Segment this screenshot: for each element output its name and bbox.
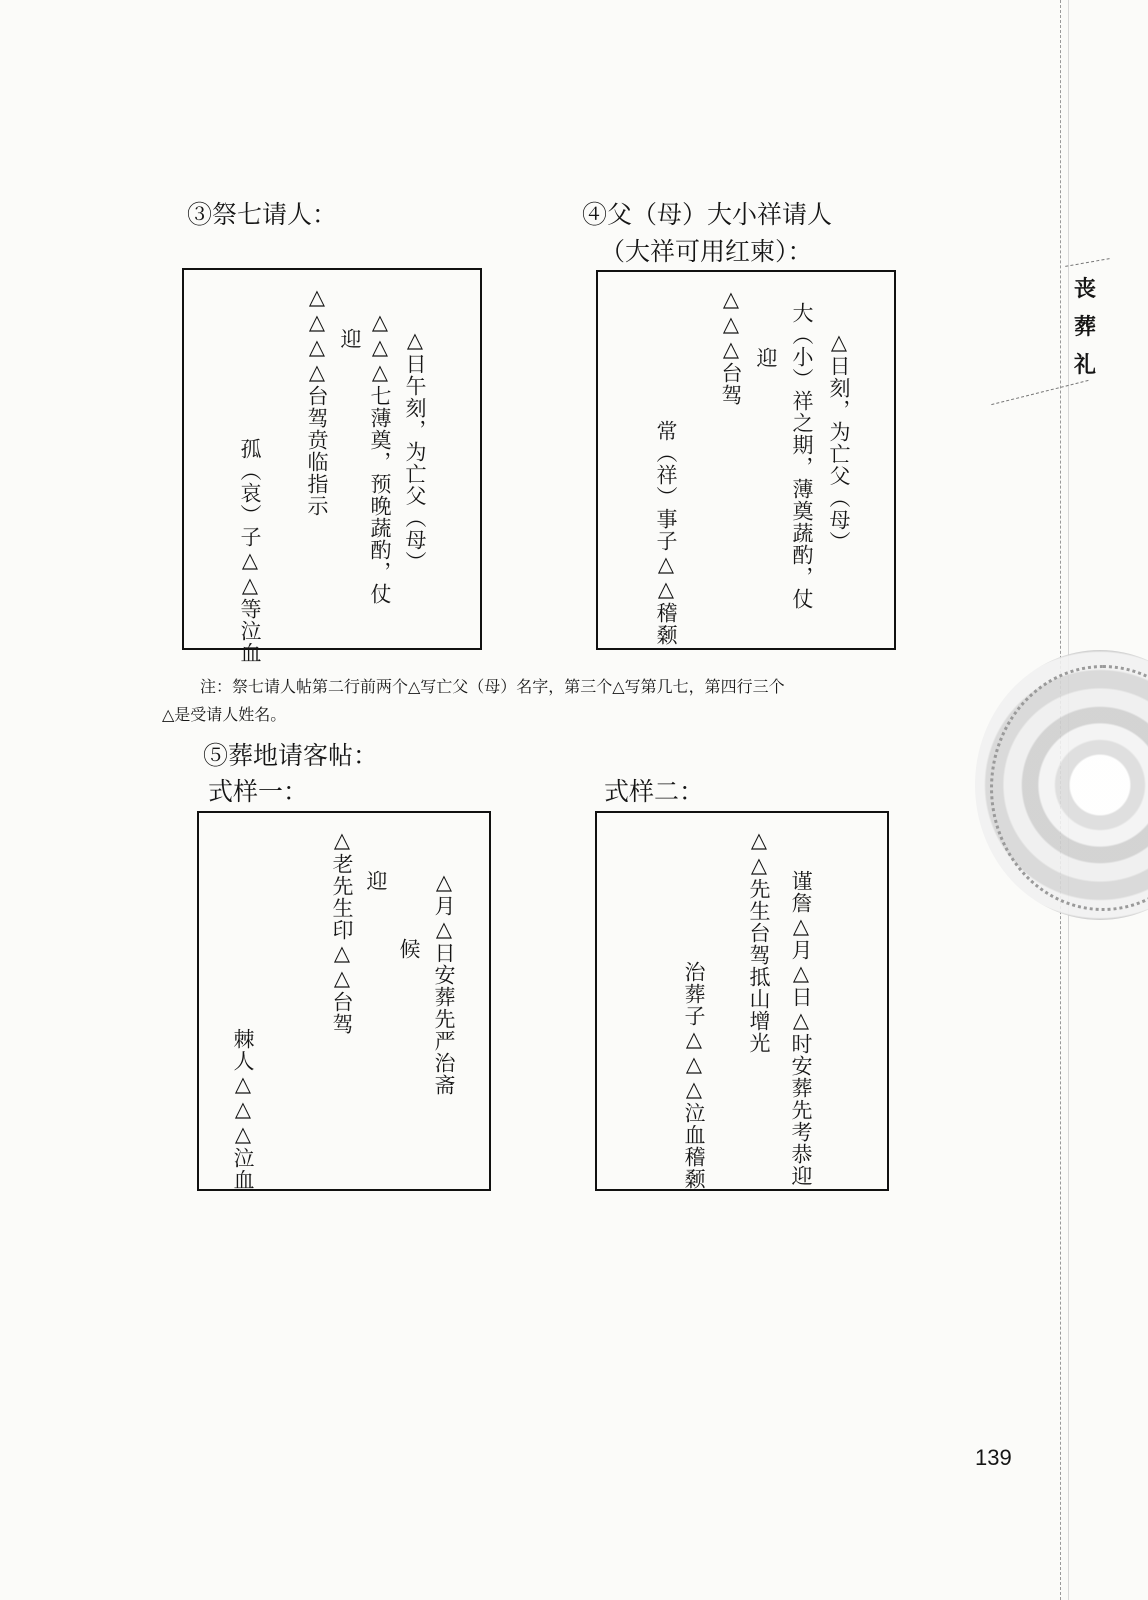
note-line-2: △是受请人姓名。 — [162, 705, 287, 724]
section4-subheading: （大祥可用红柬）： — [600, 237, 813, 266]
card-column: 孤（哀）子△△等泣血 — [238, 438, 262, 664]
chapter-tab-char: 丧 — [1073, 276, 1096, 302]
section4-card — [596, 270, 896, 650]
card-column: 谨詹△月△日△时安葬先考恭迎 — [789, 870, 813, 1187]
card-column: 棘人△△△泣血 — [231, 1028, 255, 1191]
chapter-tab-char: 礼 — [1073, 352, 1096, 378]
card-column: △△先生台驾抵山增光 — [747, 828, 771, 1054]
card-column: 迎 — [754, 347, 778, 369]
style1-card — [197, 811, 491, 1191]
tab-divider-top — [1065, 258, 1110, 268]
card-column: 常（祥）事子△△稽颡 — [654, 420, 678, 646]
card-column: △日午刻，为亡父（母） — [403, 328, 427, 573]
card-column: 候 — [397, 938, 421, 960]
note-line-1: 注：祭七请人帖第二行前两个△写亡父（母）名字，第三个△写第几七，第四行三个 — [200, 677, 785, 696]
section4-heading: ④父（母）大小祥请人 — [582, 200, 833, 229]
card-column: △△△七薄奠，预晚蔬酌，仗 — [368, 310, 392, 605]
card-column: △月△日安葬先严治斋 — [432, 870, 456, 1096]
card-column: △ — [305, 285, 329, 310]
section3-card — [182, 268, 482, 664]
card-column: 治葬子△△△泣血稽颡 — [682, 961, 706, 1190]
card-column: 迎 — [338, 328, 362, 350]
page-number: 139 — [975, 1445, 1012, 1470]
chapter-tab — [1072, 270, 1098, 384]
card-column: 迎 — [364, 870, 388, 892]
card-column: 大（小）祥之期，薄奠蔬酌，仗 — [790, 302, 814, 610]
section5-heading: ⑤葬地请客帖： — [203, 741, 379, 770]
card-column: △日刻，为亡父（母） — [827, 330, 851, 553]
card-column: △△△台驾 — [719, 287, 743, 406]
chapter-tab-char: 葬 — [1073, 314, 1096, 340]
card-column: △老先生印△△台驾 — [330, 828, 354, 1035]
card-column: △△△台驾贲临指示 — [305, 310, 329, 517]
style2-label: 式样二： — [604, 777, 705, 806]
section3-heading: ③祭七请人： — [187, 200, 338, 229]
style2-card — [595, 811, 889, 1191]
style1-label: 式样一： — [208, 777, 309, 806]
